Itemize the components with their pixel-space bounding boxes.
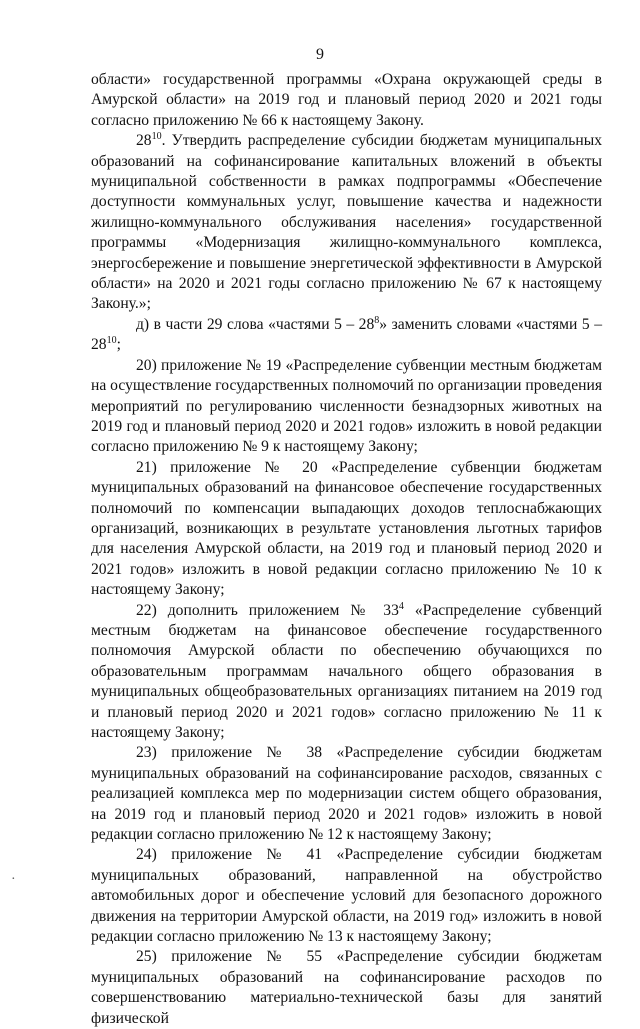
- item-number-superscript: 10: [151, 131, 162, 143]
- paragraph-text: «Распределение субвенций местным бюджетам на финансовое обеспечение государственного полномочия Амурской области по обеспечению обучающихся по образовательным программам начального общего образования в муниципальных общеобразовательных организациях питанием на 2019 год и плановый период 2020 и 2021 годов» согласно приложению № 11 к настоящему Закону;: [91, 601, 602, 741]
- scan-mark: ·: [11, 872, 16, 887]
- paragraph-item-24: 24) приложение № 41 «Распределение субсидии бюджетам муниципальных образований, направленной на обустройство автомобильных дорог и обеспечение условий для безопасного дорожного движения на территории Амурской области, на 2019 год» изложить в новой редакции согласно приложению № 13 к настоящему Закону;: [91, 846, 602, 946]
- paragraph-text: » заменить словами «частями 5 – 28: [91, 315, 602, 354]
- paragraph-item-21: 21) приложение № 20 «Распределение субвенции бюджетам муниципальных образований на финансовое обеспечение государственных полномочий по компенсации выпадающих доходов теплоснабжающих организаций, возникающих в результате установления льготных тарифов для населения Амурской области, на 2019 год и плановый период 2020 и 2021 годов» изложить в новой редакции согласно приложению № 10 к настоящему Закону;: [91, 458, 602, 599]
- document-body: [91, 70, 602, 1029]
- paragraph-item-25: 25) приложение № 55 «Распределение субсидии бюджетам муниципальных образований на софинансирование расходов по совершенствованию материально-технической базы для занятий физической: [91, 948, 602, 1027]
- paragraph-item-28-10: [91, 131, 602, 315]
- paragraph-text: . Утвердить распределение субсидии бюджетам муниципальных образований на софинансирование капитальных вложений в объекты муниципальной собственности в рамках подпрограммы «Обеспечение доступности коммунальных услуг, повышение качества и надежности жилищно-коммунального обслуживания населения» государственной программы «Модернизация жилищно-коммунального комплекса, энергосбережение и повышение энергетической эффективности в Амурской области» на 2020 и 2021 годы согласно приложению № 67 к настоящему Закону.»;: [91, 132, 602, 313]
- paragraph-text: ;: [116, 336, 121, 354]
- item-number: 28: [136, 132, 152, 150]
- paragraph-subitem-d: [91, 315, 602, 356]
- superscript: 8: [374, 314, 380, 326]
- paragraph-continuation: области» государственной программы «Охрана окружающей среды в Амурской области» на 2019 год и плановый период 2020 и 2021 годы согласно приложению № 66 к настоящему Закону.: [91, 71, 602, 129]
- superscript: 4: [398, 600, 404, 612]
- superscript: 10: [106, 335, 117, 347]
- paragraph-item-23: 23) приложение № 38 «Распределение субсидии бюджетам муниципальных образований на софинансирование расходов, связанных с реализацией комплекса мер по модернизации систем общего образования, на 2019 год и плановый период 2020 и 2021 годов» изложить в новой редакции согласно приложению № 12 к настоящему Закону;: [91, 744, 602, 844]
- paragraph-item-22: [91, 601, 602, 744]
- paragraph-text: 22) дополнить приложением № 33: [136, 601, 399, 619]
- paragraph-text: д) в части 29 слова «частями 5 – 28: [136, 315, 375, 333]
- paragraph-item-20: 20) приложение № 19 «Распределение субвенции местным бюджетам на осуществление государственных полномочий по организации проведения мероприятий по регулированию численности безнадзорных животных на 2019 год и плановый период 2020 и 2021 годов» изложить в новой редакции согласно приложению № 9 к настоящему Закону;: [91, 356, 603, 456]
- page-number: 9: [316, 46, 324, 63]
